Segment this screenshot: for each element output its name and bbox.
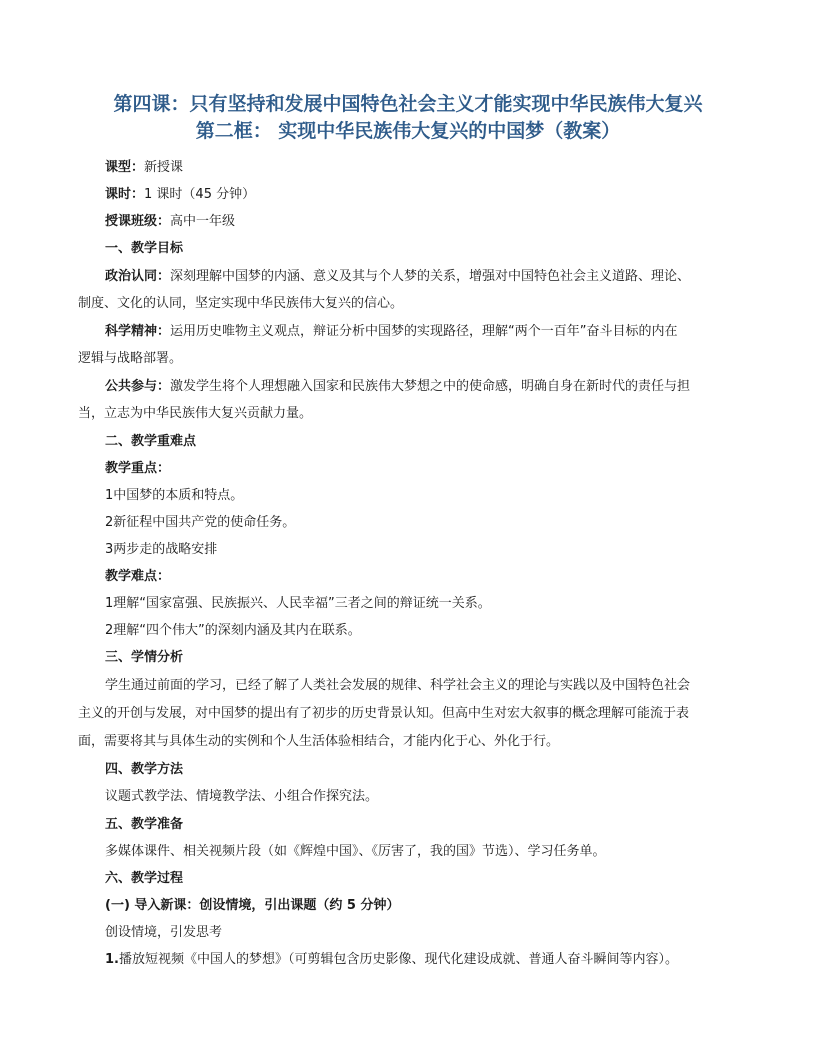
class-value: 高中一年级 xyxy=(170,214,236,229)
analysis-line2: 主义的开创与发展，对中国梦的提出有了初步的历史背景认知。但高中生对宏大叙事的概念理解可能流于表 xyxy=(78,706,690,721)
course-type-value: 新授课 xyxy=(144,160,184,175)
class-label: 授课班级： xyxy=(105,214,171,229)
step1-subheading: 创设情境，引发思考 xyxy=(105,925,223,940)
section-heading-goals: 一、教学目标 xyxy=(105,241,184,256)
goal-science-text: 运用历史唯物主义观点，辩证分析中国梦的实现路径，理解“两个一百年”奋斗目标的内在 xyxy=(170,324,678,339)
goal-political-label: 政治认同： xyxy=(105,269,171,284)
key-point-item: 3两步走的战略安排 xyxy=(105,542,218,557)
lesson-title: 第四课：只有坚持和发展中国特色社会主义才能实现中华民族伟大复兴 xyxy=(113,93,703,115)
goal-public-line2: 当，立志为中华民族伟大复兴贡献力量。 xyxy=(78,406,313,421)
step1-item-text: 播放短视频《中国人的梦想》（可剪辑包含历史影像、现代化建设成就、普通人奋斗瞬间等内容）。 xyxy=(118,952,678,967)
period-line xyxy=(105,185,255,205)
analysis-line3: 面，需要将其与具体生动的实例和个人生活体验相结合，才能内化于心、外化于行。 xyxy=(78,734,560,749)
course-type-label: 课型： xyxy=(105,160,145,175)
key-point-item: 1中国梦的本质和特点。 xyxy=(105,488,244,503)
section-heading-preparation: 五、教学准备 xyxy=(105,817,184,832)
goal-political-text: 深刻理解中国梦的内涵、意义及其与个人梦的关系，增强对中国特色社会主义道路、理论、 xyxy=(170,269,691,284)
period-value: 1 课时（45 分钟） xyxy=(144,187,256,202)
analysis-line1: 学生通过前面的学习，已经了解了人类社会发展的规律、科学社会主义的理论与实践以及中国特色社会 xyxy=(105,678,691,693)
lesson-subtitle: 第二框： 实现中华民族伟大复兴的中国梦（教案） xyxy=(195,120,621,142)
goal-public-line1 xyxy=(105,377,690,397)
difficult-points-label: 教学难点： xyxy=(105,569,171,584)
class-line xyxy=(105,212,235,232)
section-heading-analysis: 三、学情分析 xyxy=(105,650,184,665)
period-label: 课时： xyxy=(105,187,145,202)
goal-political-line1 xyxy=(105,267,690,287)
goal-science-line2: 逻辑与战略部署。 xyxy=(78,351,183,366)
section-heading-process: 六、教学过程 xyxy=(105,871,184,886)
key-point-item: 2新征程中国共产党的使命任务。 xyxy=(105,515,296,530)
methods-text: 议题式教学法、情境教学法、小组合作探究法。 xyxy=(105,789,379,804)
goal-public-text: 激发学生将个人理想融入国家和民族伟大梦想之中的使命感，明确自身在新时代的责任与担 xyxy=(170,379,691,394)
step1-heading: (一) 导入新课：创设情境，引出课题（约 5 分钟） xyxy=(105,898,400,913)
section-heading-methods: 四、教学方法 xyxy=(105,762,184,777)
course-type-line xyxy=(105,158,183,178)
difficult-point-item: 1理解“国家富强、民族振兴、人民幸福”三者之间的辩证统一关系。 xyxy=(105,596,491,611)
goal-science-line1 xyxy=(105,322,678,342)
key-points-label: 教学重点： xyxy=(105,461,171,476)
goal-public-label: 公共参与： xyxy=(105,379,171,394)
goal-science-label: 科学精神： xyxy=(105,324,171,339)
preparation-text: 多媒体课件、相关视频片段（如《辉煌中国》、《厉害了，我的国》节选）、学习任务单。 xyxy=(105,844,606,859)
step1-item xyxy=(105,950,678,970)
difficult-point-item: 2理解“四个伟大”的深刻内涵及其内在联系。 xyxy=(105,623,361,638)
section-heading-keypoints: 二、教学重难点 xyxy=(105,434,197,449)
step1-item-number: 1. xyxy=(105,952,119,967)
goal-political-line2: 制度、文化的认同，坚定实现中华民族伟大复兴的信心。 xyxy=(78,296,404,311)
